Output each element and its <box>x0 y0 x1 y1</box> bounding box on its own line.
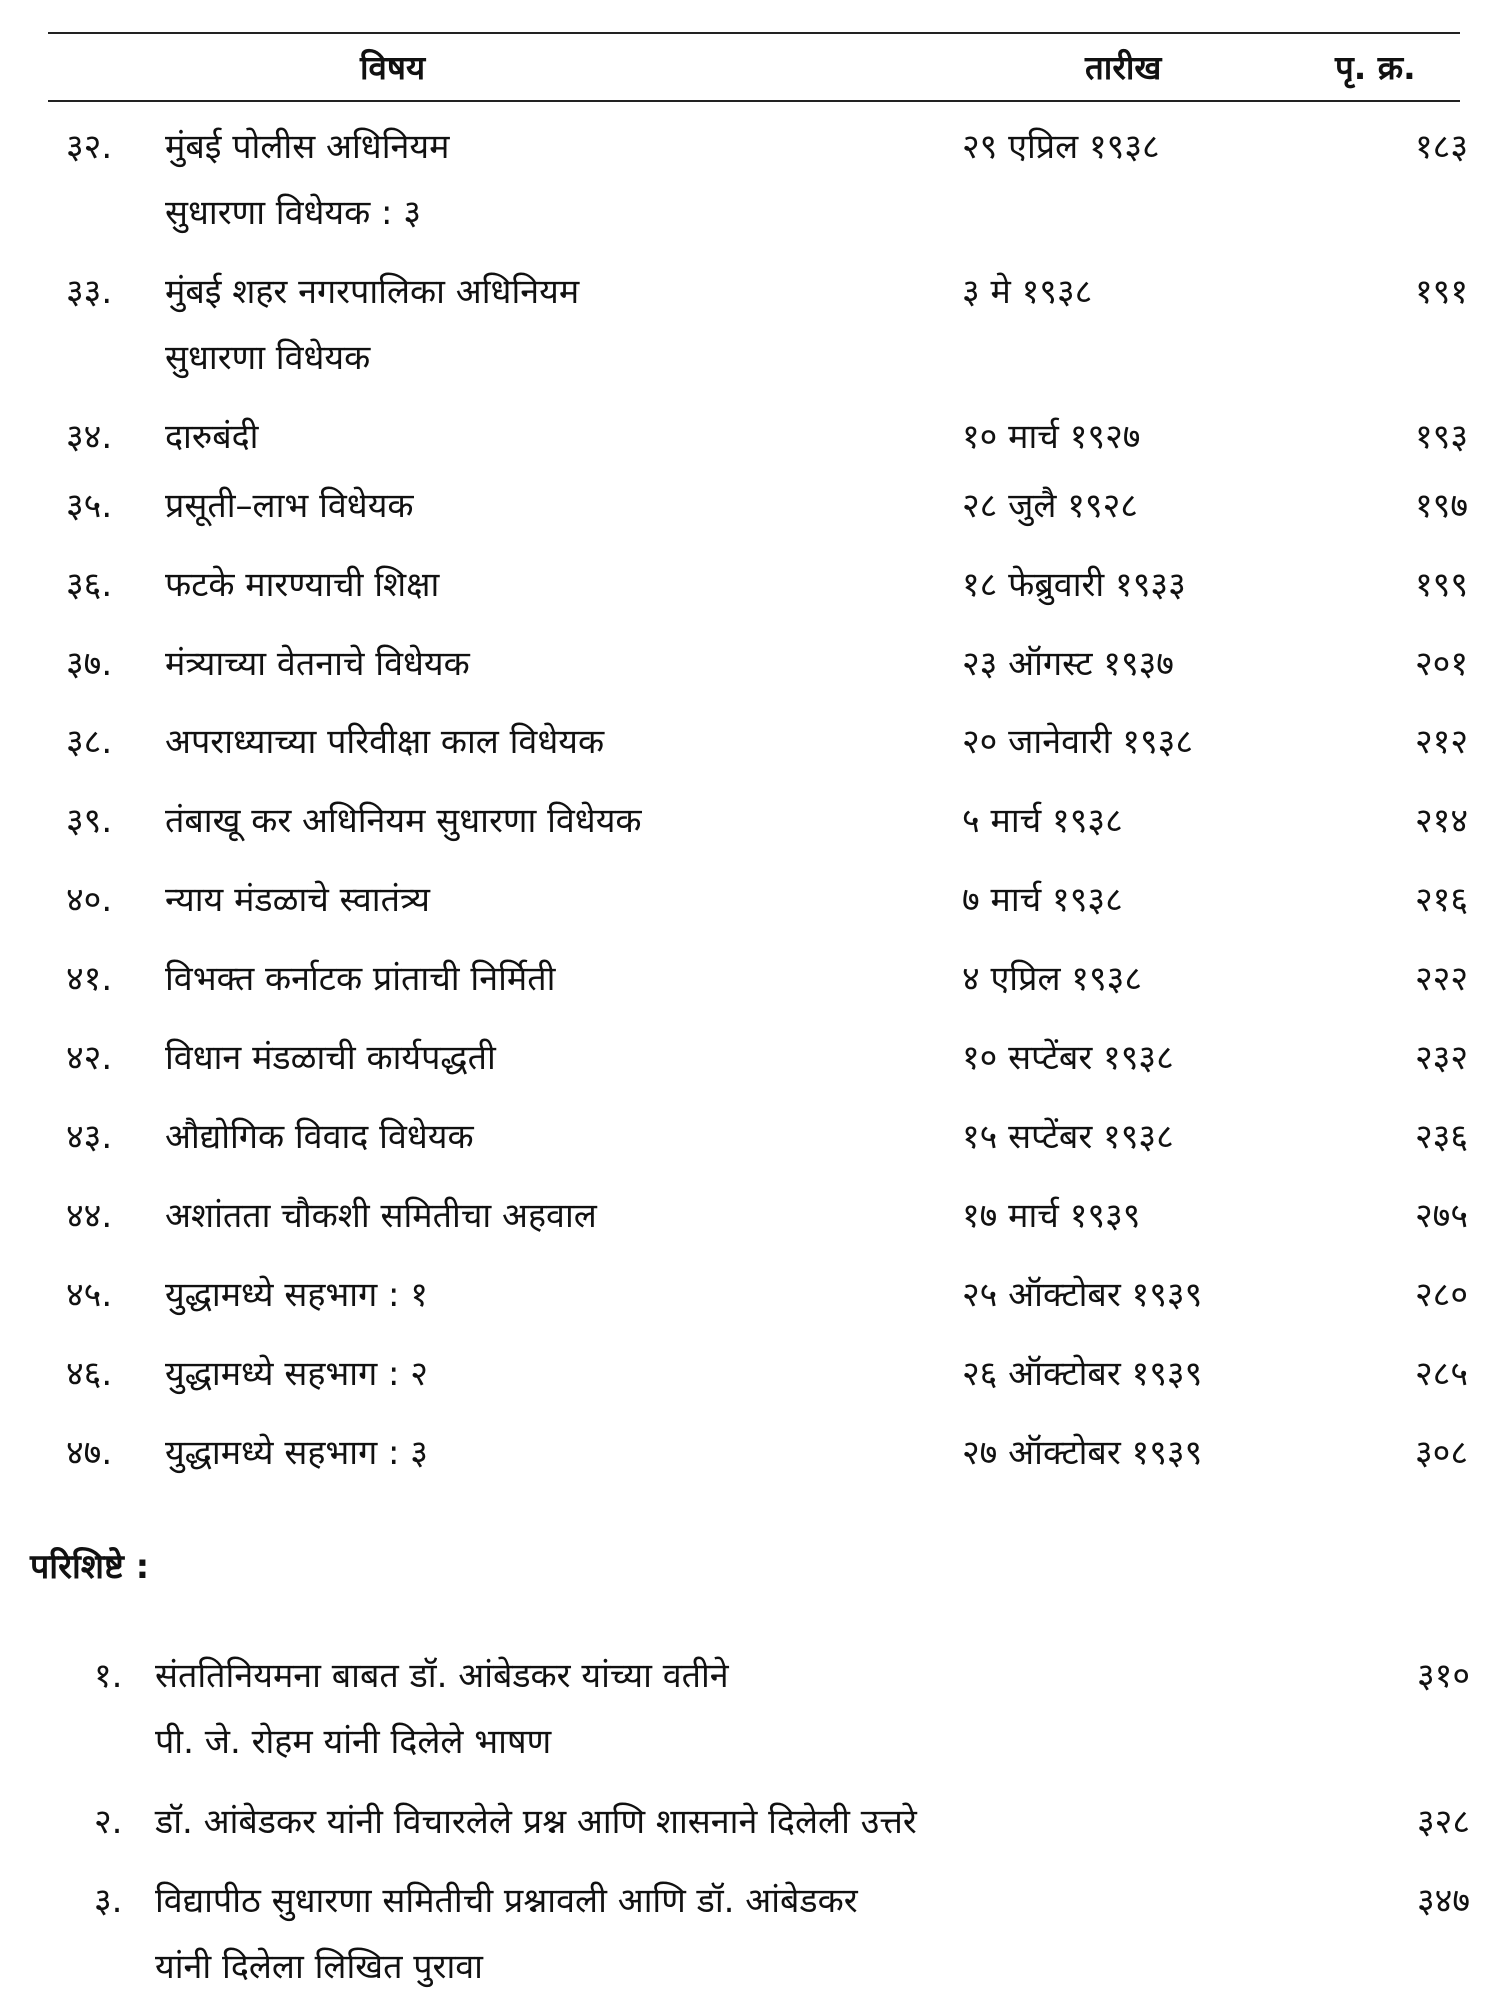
entry-page: २७५ <box>1414 1196 1468 1236</box>
appendix-page: ३१० <box>1416 1656 1470 1696</box>
entry-title: मंत्र्याच्या वेतनाचे विधेयक <box>165 644 470 684</box>
entry-title: विभक्त कर्नाटक प्रांताची निर्मिती <box>165 959 556 999</box>
entry-date: १० मार्च १९२७ <box>962 417 1141 457</box>
entry-number: ४२. <box>66 1038 113 1078</box>
entry-title: अशांतता चौकशी समितीचा अहवाल <box>165 1196 597 1236</box>
entry-title: प्रसूती–लाभ विधेयक <box>165 486 414 526</box>
entry-number: ३४. <box>66 417 113 457</box>
entry-number: ३६. <box>66 565 113 605</box>
appendix-title-line: पी. जे. रोहम यांनी दिलेले भाषण <box>155 1722 552 1762</box>
entry-number: ३५. <box>66 486 113 526</box>
entry-title: न्याय मंडळाचे स्वातंत्र्य <box>165 880 430 920</box>
entry-page: २८५ <box>1414 1354 1468 1394</box>
appendix-title-line: यांनी दिलेला लिखित पुरावा <box>155 1947 483 1987</box>
entry-title: युद्धामध्ये सहभाग : २ <box>165 1354 428 1394</box>
appendix-number: २. <box>94 1802 123 1842</box>
entry-date: २० जानेवारी १९३८ <box>962 722 1194 762</box>
entry-title: युद्धामध्ये सहभाग : ३ <box>165 1433 428 1473</box>
entry-date: ३ मे १९३८ <box>962 272 1093 312</box>
entry-title: फटके मारण्याची शिक्षा <box>165 565 440 605</box>
page-column-header: पृ. क्र. <box>1335 48 1416 87</box>
entry-number: ३२. <box>66 127 113 167</box>
entry-date: ७ मार्च १९३८ <box>962 880 1123 920</box>
entry-title: युद्धामध्ये सहभाग : १ <box>165 1275 428 1315</box>
entry-number: ४१. <box>66 959 113 999</box>
entry-date: १० सप्टेंबर १९३८ <box>962 1038 1174 1078</box>
entry-title: औद्योगिक विवाद विधेयक <box>165 1117 474 1157</box>
entry-date: १५ सप्टेंबर १९३८ <box>962 1117 1174 1157</box>
entry-date: २९ एप्रिल १९३८ <box>962 127 1160 167</box>
entry-title-line: मुंबई शहर नगरपालिका अधिनियम <box>165 272 580 312</box>
entry-date: १८ फेब्रुवारी १९३३ <box>962 565 1186 605</box>
entry-title-line: सुधारणा विधेयक <box>165 338 371 378</box>
entry-title: दारुबंदी <box>165 417 259 457</box>
appendix-title-line: संततिनियमना बाबत डॉ. आंबेडकर यांच्या वतीने <box>155 1656 729 1696</box>
entry-title: तंबाखू कर अधिनियम सुधारणा विधेयक <box>165 801 642 841</box>
entry-page: २०१ <box>1414 644 1468 684</box>
appendix-title <box>155 1652 1305 1766</box>
header-rule <box>48 100 1460 102</box>
entry-page: २१६ <box>1414 880 1468 920</box>
entry-title: विधान मंडळाची कार्यपद्धती <box>165 1038 496 1078</box>
top-rule <box>48 32 1460 34</box>
entry-date: २७ ऑक्टोबर १९३९ <box>962 1433 1203 1473</box>
entry-title-line: सुधारणा विधेयक : ३ <box>165 193 422 233</box>
entry-number: ३९. <box>66 801 113 841</box>
entry-date: ५ मार्च १९३८ <box>962 801 1123 841</box>
table-header <box>0 36 1500 96</box>
entry-number: ४७. <box>66 1433 113 1473</box>
entry-number: ४५. <box>66 1275 113 1315</box>
entry-page: १९१ <box>1414 272 1468 312</box>
appendix-number: १. <box>94 1656 123 1696</box>
entry-number: ४०. <box>66 880 113 920</box>
appendix-title <box>155 1877 1305 1991</box>
entry-page: २१२ <box>1414 722 1468 762</box>
entry-title <box>165 268 935 382</box>
entry-number: ४४. <box>66 1196 113 1236</box>
entry-date: ४ एप्रिल १९३८ <box>962 959 1143 999</box>
entry-date: २६ ऑक्टोबर १९३९ <box>962 1354 1203 1394</box>
entry-page: २१४ <box>1414 801 1468 841</box>
appendix-number: ३. <box>94 1881 123 1921</box>
appendix-page: ३४७ <box>1416 1881 1470 1921</box>
appendix-title: डॉ. आंबेडकर यांनी विचारलेले प्रश्न आणि शासनाने दिलेली उत्तरे <box>155 1802 917 1842</box>
entry-page: २३२ <box>1414 1038 1468 1078</box>
entry-date: २५ ऑक्टोबर १९३९ <box>962 1275 1203 1315</box>
entry-page: १९९ <box>1414 565 1468 605</box>
entry-title <box>165 123 935 237</box>
entry-page: १८३ <box>1414 127 1468 167</box>
entry-page: १९७ <box>1414 486 1468 526</box>
entry-page: ३०८ <box>1414 1433 1468 1473</box>
entry-title: अपराध्याच्या परिवीक्षा काल विधेयक <box>165 722 605 762</box>
entry-number: ४३. <box>66 1117 113 1157</box>
entry-page: २२२ <box>1414 959 1468 999</box>
appendix-heading: परिशिष्टे : <box>30 1547 150 1587</box>
entry-date: १७ मार्च १९३९ <box>962 1196 1141 1236</box>
entry-page: २३६ <box>1414 1117 1468 1157</box>
entry-page: २८० <box>1414 1275 1468 1315</box>
entry-number: ४६. <box>66 1354 113 1394</box>
subject-column-header: विषय <box>360 48 426 87</box>
entry-title-line: मुंबई पोलीस अधिनियम <box>165 127 450 167</box>
entry-number: ३८. <box>66 722 113 762</box>
entry-date: २३ ऑगस्ट १९३७ <box>962 644 1174 684</box>
entry-number: ३३. <box>66 272 113 312</box>
appendix-page: ३२८ <box>1416 1802 1470 1842</box>
entry-page: १९३ <box>1414 417 1468 457</box>
appendix-title-line: विद्यापीठ सुधारणा समितीची प्रश्नावली आणि डॉ. आंबेडकर <box>155 1881 858 1921</box>
date-column-header: तारीख <box>1085 48 1162 87</box>
entry-date: २८ जुलै १९२८ <box>962 486 1138 526</box>
entry-number: ३७. <box>66 644 113 684</box>
